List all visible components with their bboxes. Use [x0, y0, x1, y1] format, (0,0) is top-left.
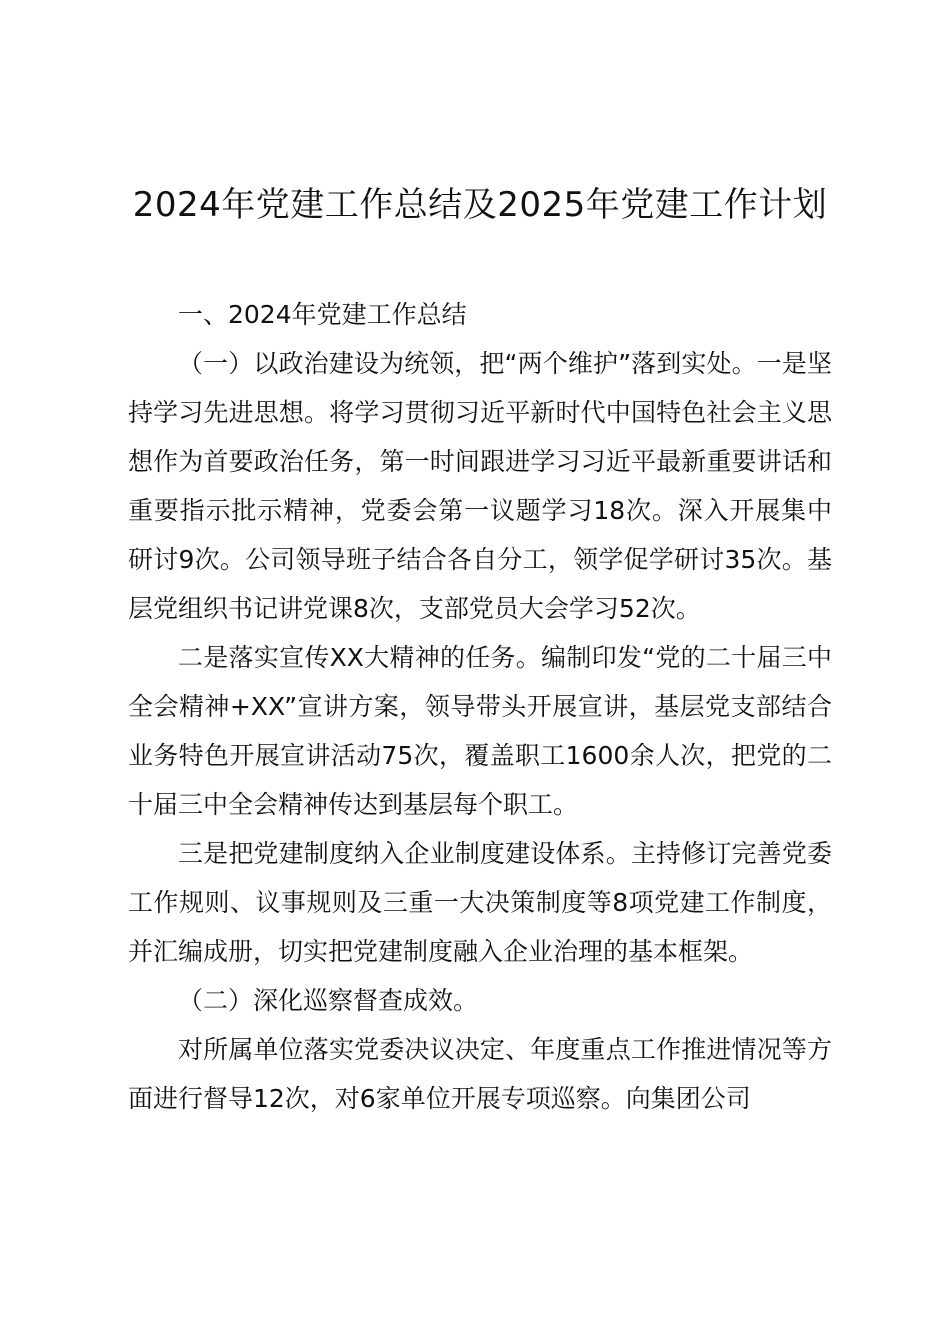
heading-summary-2024: 一、2024年党建工作总结: [178, 300, 467, 329]
paragraph-system-building: 三是把党建制度纳入企业制度建设体系。主持修订完善党委工作规则、议事规则及三重一大决策制度等8项党建工作制度，并汇编成册，切实把党建制度融入企业治理的基本框架。: [128, 839, 832, 966]
document-title: 2024年党建工作总结及2025年党建工作计划: [132, 185, 828, 225]
paragraph-propaganda: 二是落实宣传XX大精神的任务。编制印发“党的二十届三中全会精神+XX”宣讲方案，领导带头开展宣讲，基层党支部结合业务特色开展宣讲活动75次，覆盖职工1600余人次，把党的二十届三中全会精神传达到基层每个职工。: [128, 643, 832, 819]
paragraph-political-construction: （一）以政治建设为统领，把“两个维护”落到实处。一是坚持学习先进思想。将学习贯彻习近平新时代中国特色社会主义思想作为首要政治任务，第一时间跟进学习习近平最新重要讲话和重要指示批示精神，党委会第一议题学习18次。深入开展集中研讨9次。公司领导班子结合各自分工，领学促学研讨35次。基层党组织书记讲党课8次，支部党员大会学习52次。: [128, 349, 832, 623]
document-body: [128, 290, 832, 1123]
section-heading-inspection: （二）深化巡察督查成效。: [178, 986, 479, 1015]
paragraph-inspection: 对所属单位落实党委决议决定、年度重点工作推进情况等方面进行督导12次，对6家单位开展专项巡察。向集团公司: [128, 1035, 832, 1113]
